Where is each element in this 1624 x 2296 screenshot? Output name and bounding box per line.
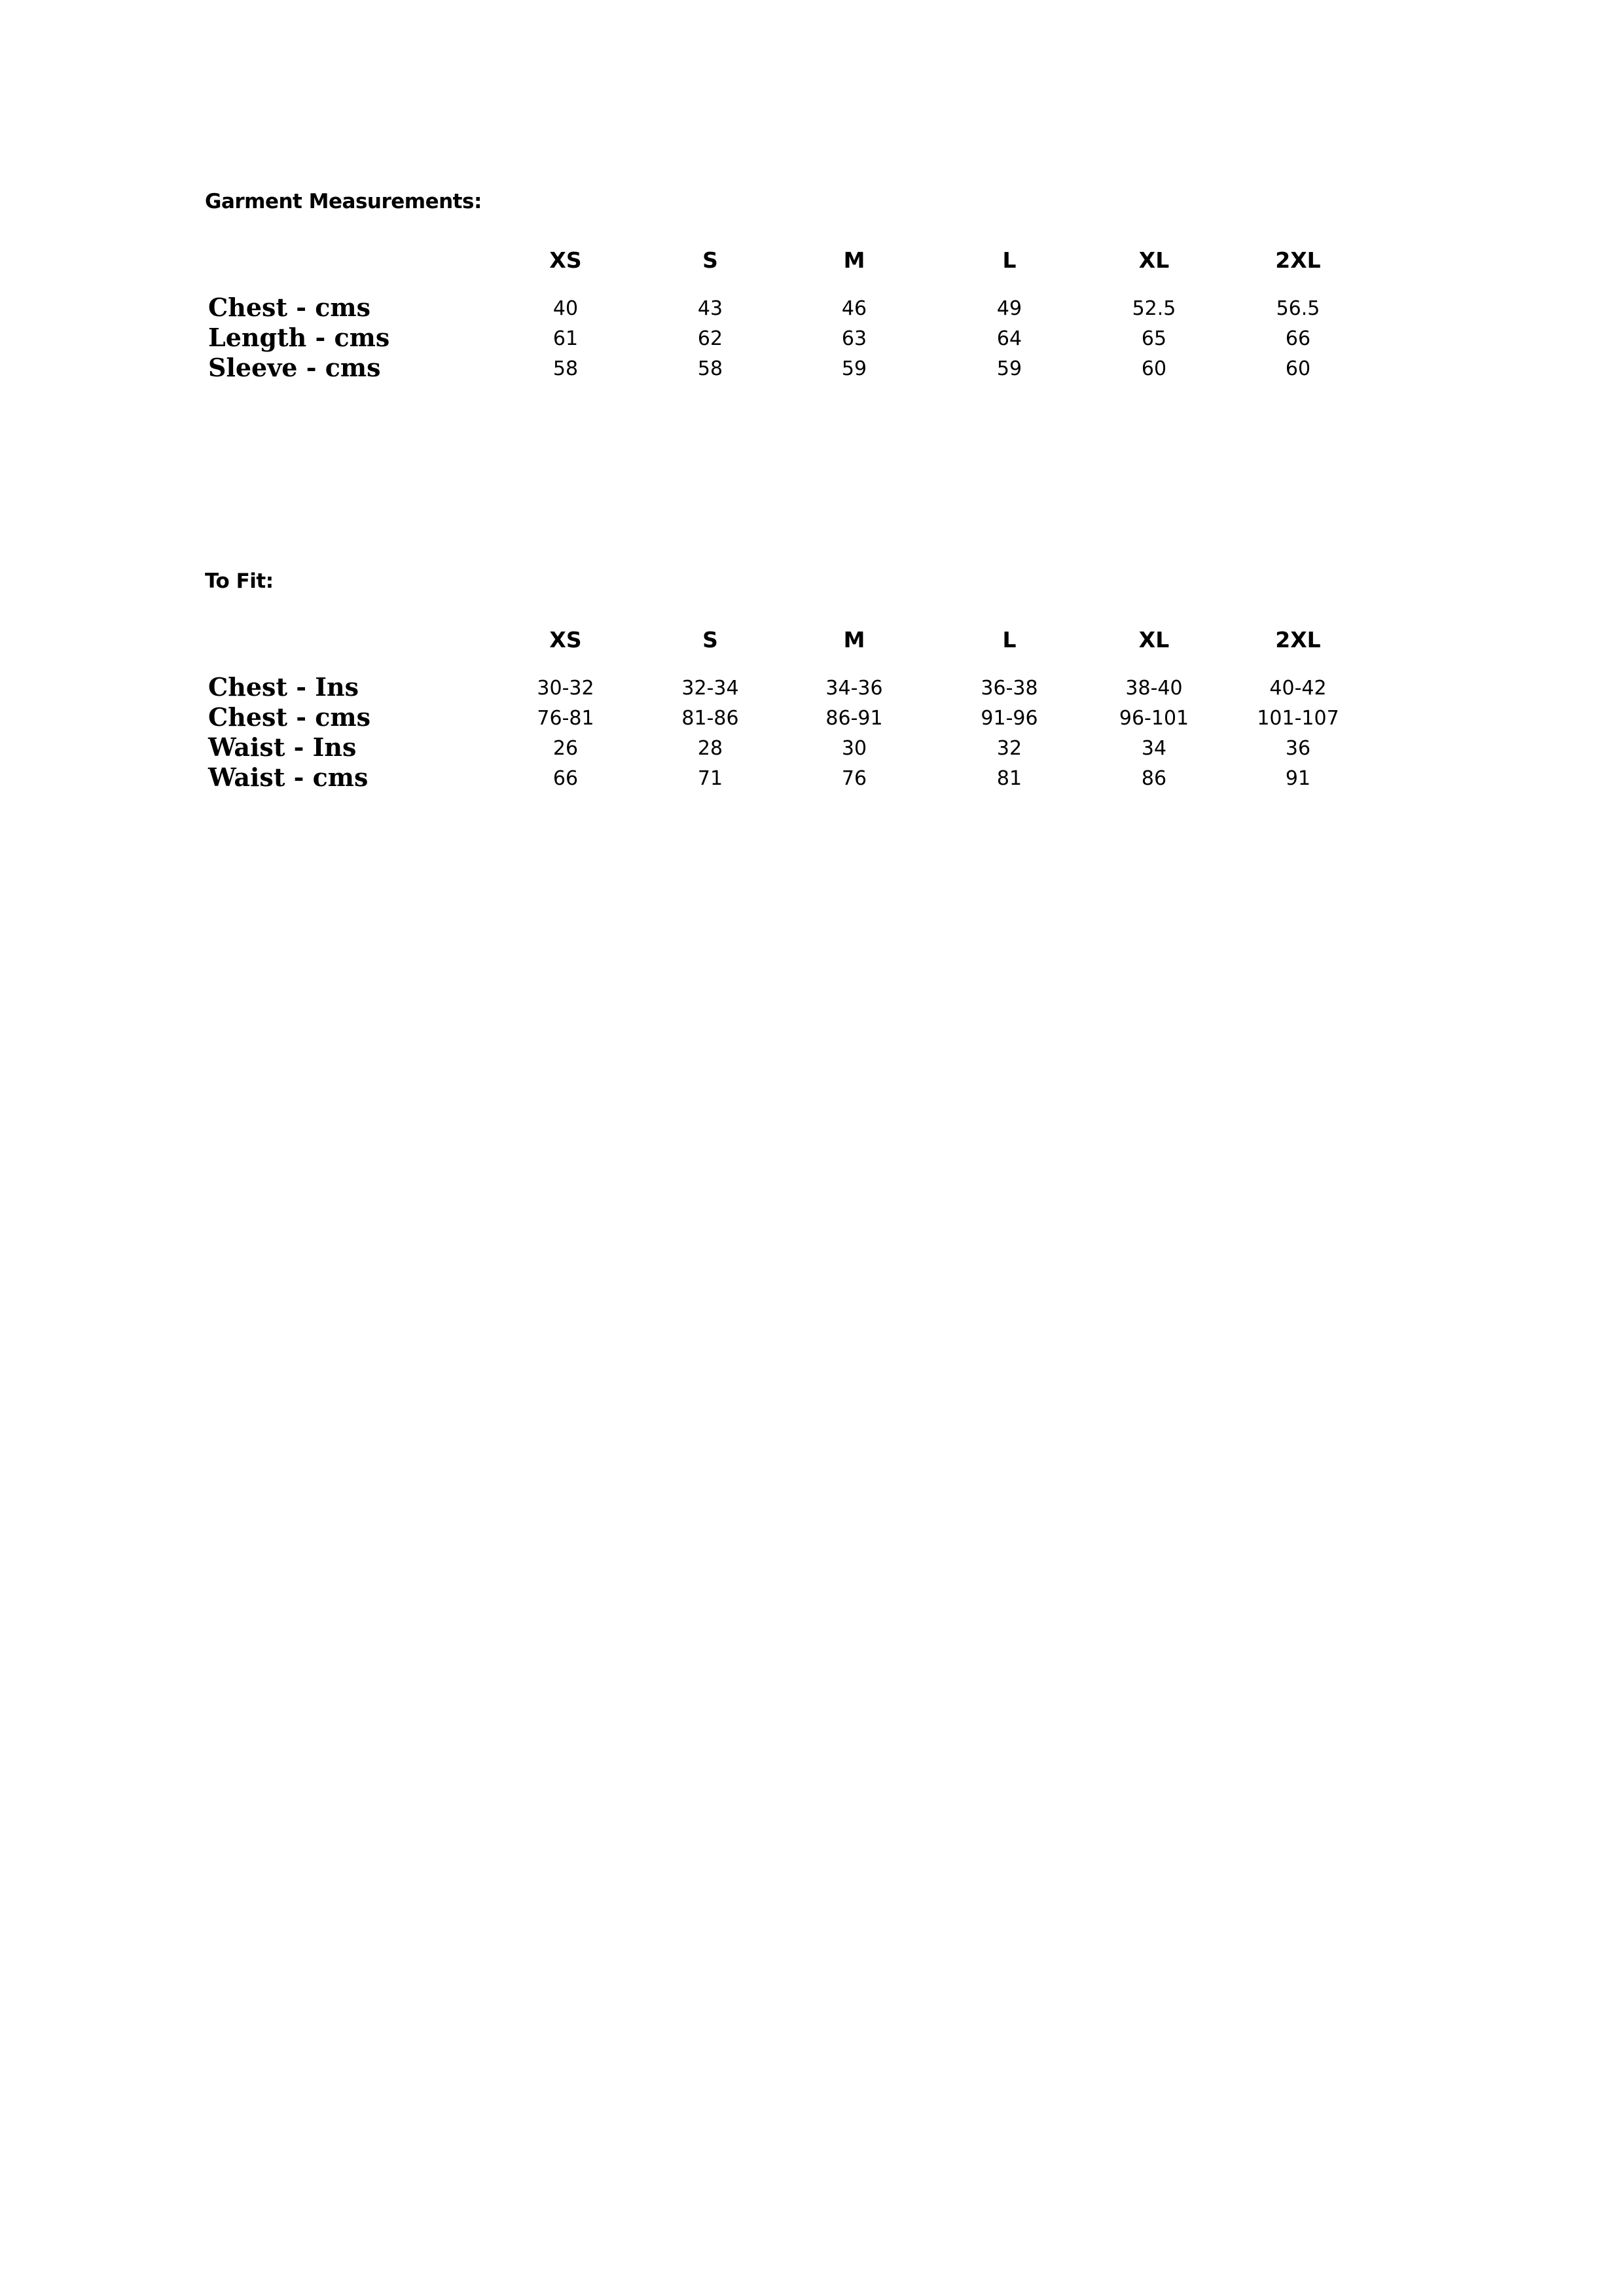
table-cell: 81-86: [681, 707, 739, 730]
table-cell: 32: [996, 737, 1022, 760]
table-cell: 61: [552, 327, 579, 350]
table-cell: 40: [552, 297, 579, 320]
table-cell: 60: [1141, 357, 1167, 380]
size-header-s: S: [702, 627, 718, 653]
table-cell: 26: [552, 737, 579, 760]
table-cell: 30-32: [537, 677, 594, 700]
size-header-xl: XL: [1138, 247, 1170, 273]
row-label: Chest - cms: [208, 702, 370, 732]
size-header-xs: XS: [549, 247, 582, 273]
garment-row-sleeve-cms: [0, 353, 1624, 385]
table-cell: 71: [697, 767, 723, 790]
fit-row-chest-ins: [0, 673, 1624, 704]
table-cell: 76-81: [537, 707, 594, 730]
table-cell: 28: [697, 737, 723, 760]
row-label: Waist - cms: [208, 762, 369, 792]
row-label: Chest - cms: [208, 293, 370, 322]
fit-row-chest-cms: [0, 703, 1624, 734]
size-header-l: L: [1002, 627, 1017, 653]
size-header-2xl: 2XL: [1275, 247, 1321, 273]
table-cell: 58: [552, 357, 579, 380]
table-cell: 43: [697, 297, 723, 320]
table-cell: 46: [841, 297, 867, 320]
garment-measurements-title: Garment Measurements:: [205, 190, 482, 213]
size-header-xs: XS: [549, 627, 582, 653]
table-cell: 36: [1285, 737, 1311, 760]
table-cell: 59: [841, 357, 867, 380]
table-cell: 86-91: [825, 707, 883, 730]
table-cell: 58: [697, 357, 723, 380]
fit-row-waist-ins: [0, 733, 1624, 764]
size-header-xl: XL: [1138, 627, 1170, 653]
fit-size-header-row: [0, 627, 1624, 660]
size-header-m: M: [843, 247, 865, 273]
garment-size-header-row: [0, 247, 1624, 280]
garment-row-chest-cms: [0, 293, 1624, 325]
to-fit-title: To Fit:: [205, 569, 274, 593]
table-cell: 76: [841, 767, 867, 790]
table-cell: 91: [1285, 767, 1311, 790]
table-cell: 91-96: [981, 707, 1038, 730]
table-cell: 96-101: [1119, 707, 1189, 730]
size-header-s: S: [702, 247, 718, 273]
table-cell: 38-40: [1125, 677, 1183, 700]
table-cell: 62: [697, 327, 723, 350]
table-cell: 34-36: [825, 677, 883, 700]
table-cell: 60: [1285, 357, 1311, 380]
table-cell: 66: [552, 767, 579, 790]
table-cell: 59: [996, 357, 1022, 380]
row-label: Sleeve - cms: [208, 353, 381, 382]
size-header-l: L: [1002, 247, 1017, 273]
row-label: Length - cms: [208, 323, 390, 352]
fit-row-waist-cms: [0, 763, 1624, 795]
table-cell: 52.5: [1132, 297, 1176, 320]
table-cell: 40-42: [1269, 677, 1327, 700]
table-cell: 101-107: [1257, 707, 1339, 730]
table-cell: 66: [1285, 327, 1311, 350]
table-cell: 65: [1141, 327, 1167, 350]
table-cell: 30: [841, 737, 867, 760]
size-header-m: M: [843, 627, 865, 653]
table-cell: 64: [996, 327, 1022, 350]
table-cell: 32-34: [681, 677, 739, 700]
table-cell: 86: [1141, 767, 1167, 790]
table-cell: 81: [996, 767, 1022, 790]
size-header-2xl: 2XL: [1275, 627, 1321, 653]
garment-row-length-cms: [0, 323, 1624, 355]
row-label: Chest - Ins: [208, 672, 359, 702]
table-cell: 36-38: [981, 677, 1038, 700]
table-cell: 56.5: [1276, 297, 1320, 320]
table-cell: 49: [996, 297, 1022, 320]
table-cell: 34: [1141, 737, 1167, 760]
table-cell: 63: [841, 327, 867, 350]
row-label: Waist - Ins: [208, 732, 357, 762]
